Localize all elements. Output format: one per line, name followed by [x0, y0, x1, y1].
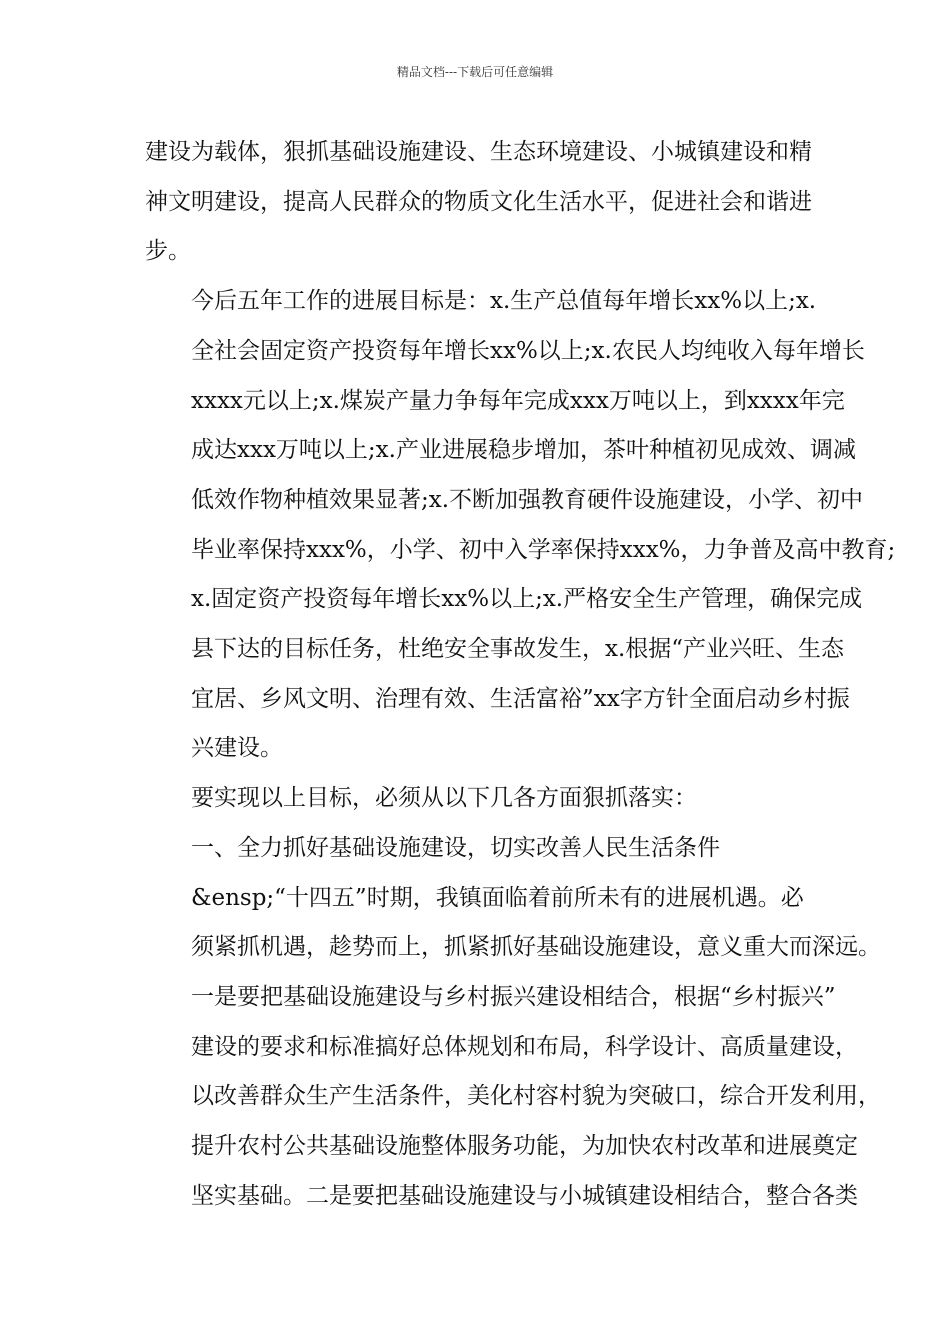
text-line: 县下达的目标任务，杜绝安全事故发生，x.根据“产业兴旺、生态: [191, 636, 845, 663]
text-line: 坚实基础。二是要把基础设施建设与小城镇建设相结合，整合各类: [191, 1182, 858, 1209]
paragraph: [145, 128, 813, 277]
text-line: 步。: [145, 238, 191, 265]
text-line: 建设的要求和标准搞好总体规划和布局，科学设计、高质量建设，: [191, 1033, 858, 1060]
paragraph: [145, 874, 881, 1222]
page-header: [0, 64, 950, 80]
text-line: 毕业率保持xxx%，小学、初中入学率保持xxx%，力争普及高中教育;: [191, 536, 896, 563]
text-line: 提升农村公共基础设施整体服务功能，为加快农村改革和进展奠定: [191, 1133, 858, 1160]
text-line: 低效作物种植效果显著;x.不断加强教育硬件设施建设，小学、初中: [191, 486, 864, 513]
paragraph: [145, 774, 813, 824]
text-line: 要实现以上目标，必须从以下几各方面狠抓落实：: [191, 785, 697, 812]
text-line: 兴建设。: [191, 735, 283, 762]
text-line: x.固定资产投资每年增长xx%以上;x.严格安全生产管理，确保完成: [191, 586, 863, 613]
text-line: 须紧抓机遇，趁势而上，抓紧抓好基础设施建设，意义重大而深远。: [191, 934, 881, 961]
text-line: 一、全力抓好基础设施建设，切实改善人民生活条件: [191, 834, 720, 861]
text-line: 一是要把基础设施建设与乡村振兴建设相结合，根据“乡村振兴”: [191, 983, 836, 1010]
text-line: 宜居、乡风文明、治理有效、生活富裕”xx字方针全面启动乡村振: [191, 685, 850, 712]
text-line: 建设为载体，狠抓基础设施建设、生态环境建设、小城镇建设和精: [145, 139, 812, 165]
document-body: [145, 128, 896, 1221]
text-line: 今后五年工作的进展目标是：x.生产总值每年增长xx%以上;x.: [191, 288, 817, 315]
text-line: 成达xxx万吨以上;x.产业进展稳步增加，茶叶种植初见成效、调减: [191, 437, 856, 464]
text-line: xxxx元以上;x.煤炭产量力争每年完成xxx万吨以上，到xxxx年完: [191, 387, 845, 414]
text-line: 全社会固定资产投资每年增长xx%以上;x.农民人均纯收入每年增长: [191, 337, 865, 364]
paragraph: [145, 824, 813, 874]
text-line: &ensp;“十四五”时期，我镇面临着前所未有的进展机遇。必: [191, 884, 804, 911]
header-text: 精品文档---下载后可任意编辑: [396, 65, 554, 79]
text-line: 神文明建设，提高人民群众的物质文化生活水平，促进社会和谐进: [145, 188, 812, 215]
text-line: 以改善群众生产生活条件，美化村容村貌为突破口，综合开发利用，: [191, 1083, 881, 1110]
paragraph: [145, 277, 896, 774]
